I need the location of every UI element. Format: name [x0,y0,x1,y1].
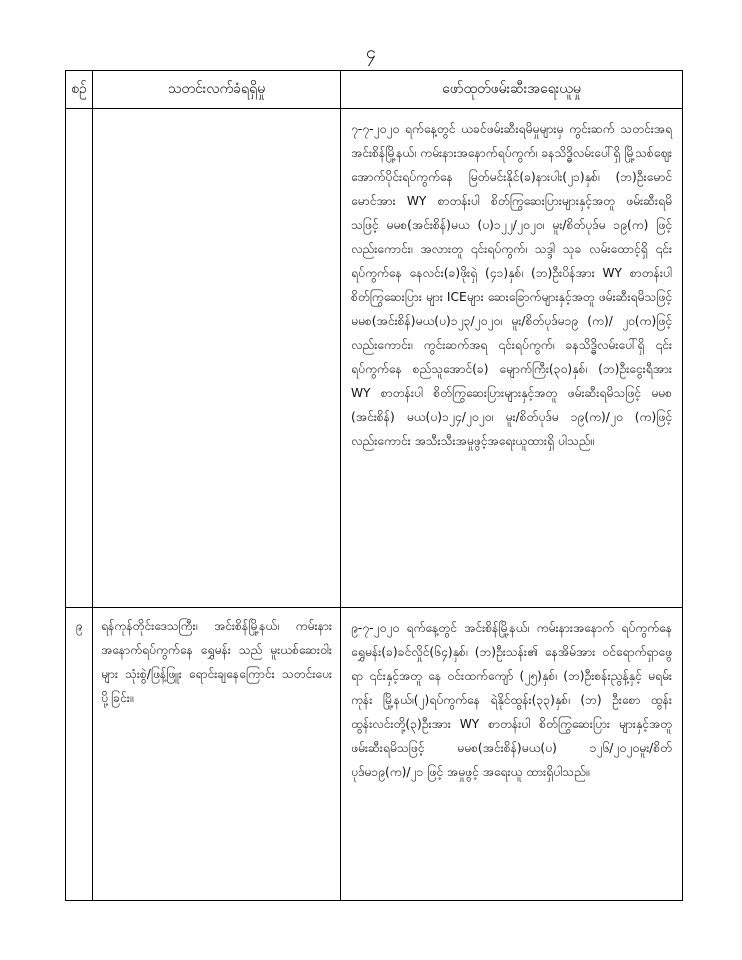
table-row [66,109,683,608]
page-number: ၄ [365,42,377,63]
information-cell: ရန်ကုန်တိုင်းဒေသကြီး၊ အင်းစိန်မြို့နယ်၊ ကမ်းနားအနောက်ရပ်ကွက်နေ ရွှေမန်း သည် မူးယစ်ဆေးဝါးများ သုံးစွဲ/ဖြန့်ဖြူး ရောင်းချနေကြောင်း သတင်းပေးပို့ခြင်း။ [93,608,341,901]
header-information-received: သတင်းလက်ခံရရှိမှု [93,71,341,109]
information-cell [93,109,341,608]
table-header-row [66,71,683,109]
action-cell: ၉-၇-၂၀၂၀ ရက်နေ့တွင် အင်းစိန်မြို့နယ်၊ ကမ်းနားအနောက် ရပ်ကွက်နေ ရွှေမန်း(ခ)ခင်လှိုင်(၆၄)နှစ်၊ (ဘ)ဦးသန်း၏ နေအိမ်အား ဝင်ရောက်ရှာဖွေရာ ၎င်းနှင့်အတူ နေ ဝင်းထက်ကျော် (၂၅)နှစ်၊ (ဘ)ဦးစန်းညွန့်နှင့် မရမ်းကုန်း မြို့နယ်၊(၂)ရပ်ကွက်နေ ရဲနိုင်ထွန်း(၃၃)နှစ်၊ (ဘ) ဦးစော ထွန်းထွန်းလင်းတို့(၃)ဦးအား WY စာတန်းပါ စိတ်ကြွဆေးပြား များနှင့်အတူ ဖမ်းဆီးရမိသဖြင့် မမစ(အင်းစိန်)မယ(ပ) ၁၂၆/၂၀၂၀မူး/စိတ်ပုဒ်မ၁၉(က)/၂၁ ဖြင့် အမှုဖွင့် အရေးယူ ထားရှိပါသည်။ [341,608,683,901]
header-serial-no: စဉ် [66,71,93,109]
serial-number-cell [66,109,93,608]
action-cell: ၇-၇-၂၀၂၀ ရက်နေ့တွင် ယခင်ဖမ်းဆီးရမိမှုများမှ ကွင်းဆက် သတင်းအရ အင်းစိန်မြို့နယ်၊ ကမ်းနားအနောက်ရပ်ကွက်၊ ခနသိဒ္ဓိလမ်းပေါ်ရှိ မြို့သစ်ဈေး အောက်ပိုင်းရပ်ကွက်နေ မြတ်မင်းနိုင်(ခ)နားပါး(၂၁)နှစ်၊ (ဘ)ဦးမောင်မောင်အား WY စာတန်းပါ စိတ်ကြွဆေးပြားများနှင့်အတူ ဖမ်းဆီးရမိ သဖြင့် မမစ(အင်းစိန်)မယ (ပ)၁၂၂/၂၀၂၀၊ မူး/စိတ်ပုဒ်မ ၁၉(က) ဖြင့်လည်းကောင်း၊ အလားတူ ၎င်းရပ်ကွက်၊ သဒ္ဒါ သုခ လမ်းထောင့်ရှိ ၎င်းရပ်ကွက်နေ နေလင်း(ခ)ဖိုးရှဲ (၄၁)နှစ်၊ (ဘ)ဦးပိန်အား WY စာတန်းပါ စိတ်ကြွဆေးပြား များ ICEများ ဆေးခြောက်များနှင့်အတူ ဖမ်းဆီးရမိသဖြင့် မမစ(အင်းစိန်)မယ(ပ)၁၂၃/၂၀၂၀၊ မူး/စိတ်ပုဒ်မ၁၉ (က)/ ၂၀(က)ဖြင့်လည်းကောင်း၊ ကွင်းဆက်အရ ၎င်းရပ်ကွက်၊ ခနသိဒ္ဓိလမ်းပေါ်ရှိ ၎င်းရပ်ကွက်နေ စည်သူအောင်(ခ) မျောက်ကြီး(၃၀)နှစ်၊ (ဘ)ဦးငွေးရီအား WY စာတန်းပါ စိတ်ကြွဆေးပြားများနှင့်အတူ ဖမ်းဆီးရမိသဖြင့် မမစ (အင်းစိန်) မယ(ပ)၁၂၄/၂၀၂၀၊ မူး/စိတ်ပုဒ်မ ၁၉(က)/၂၀ (က)ဖြင့်လည်းကောင်း အသီးသီးအမှုဖွင့်အရေးယူထားရှိ ပါသည်။ [341,109,683,608]
table-row [66,608,683,901]
records-table [65,70,683,901]
serial-number-cell: ၉ [66,608,93,901]
header-action-taken: ဖော်ထုတ်ဖမ်းဆီးအရေးယူမှု [341,71,683,109]
